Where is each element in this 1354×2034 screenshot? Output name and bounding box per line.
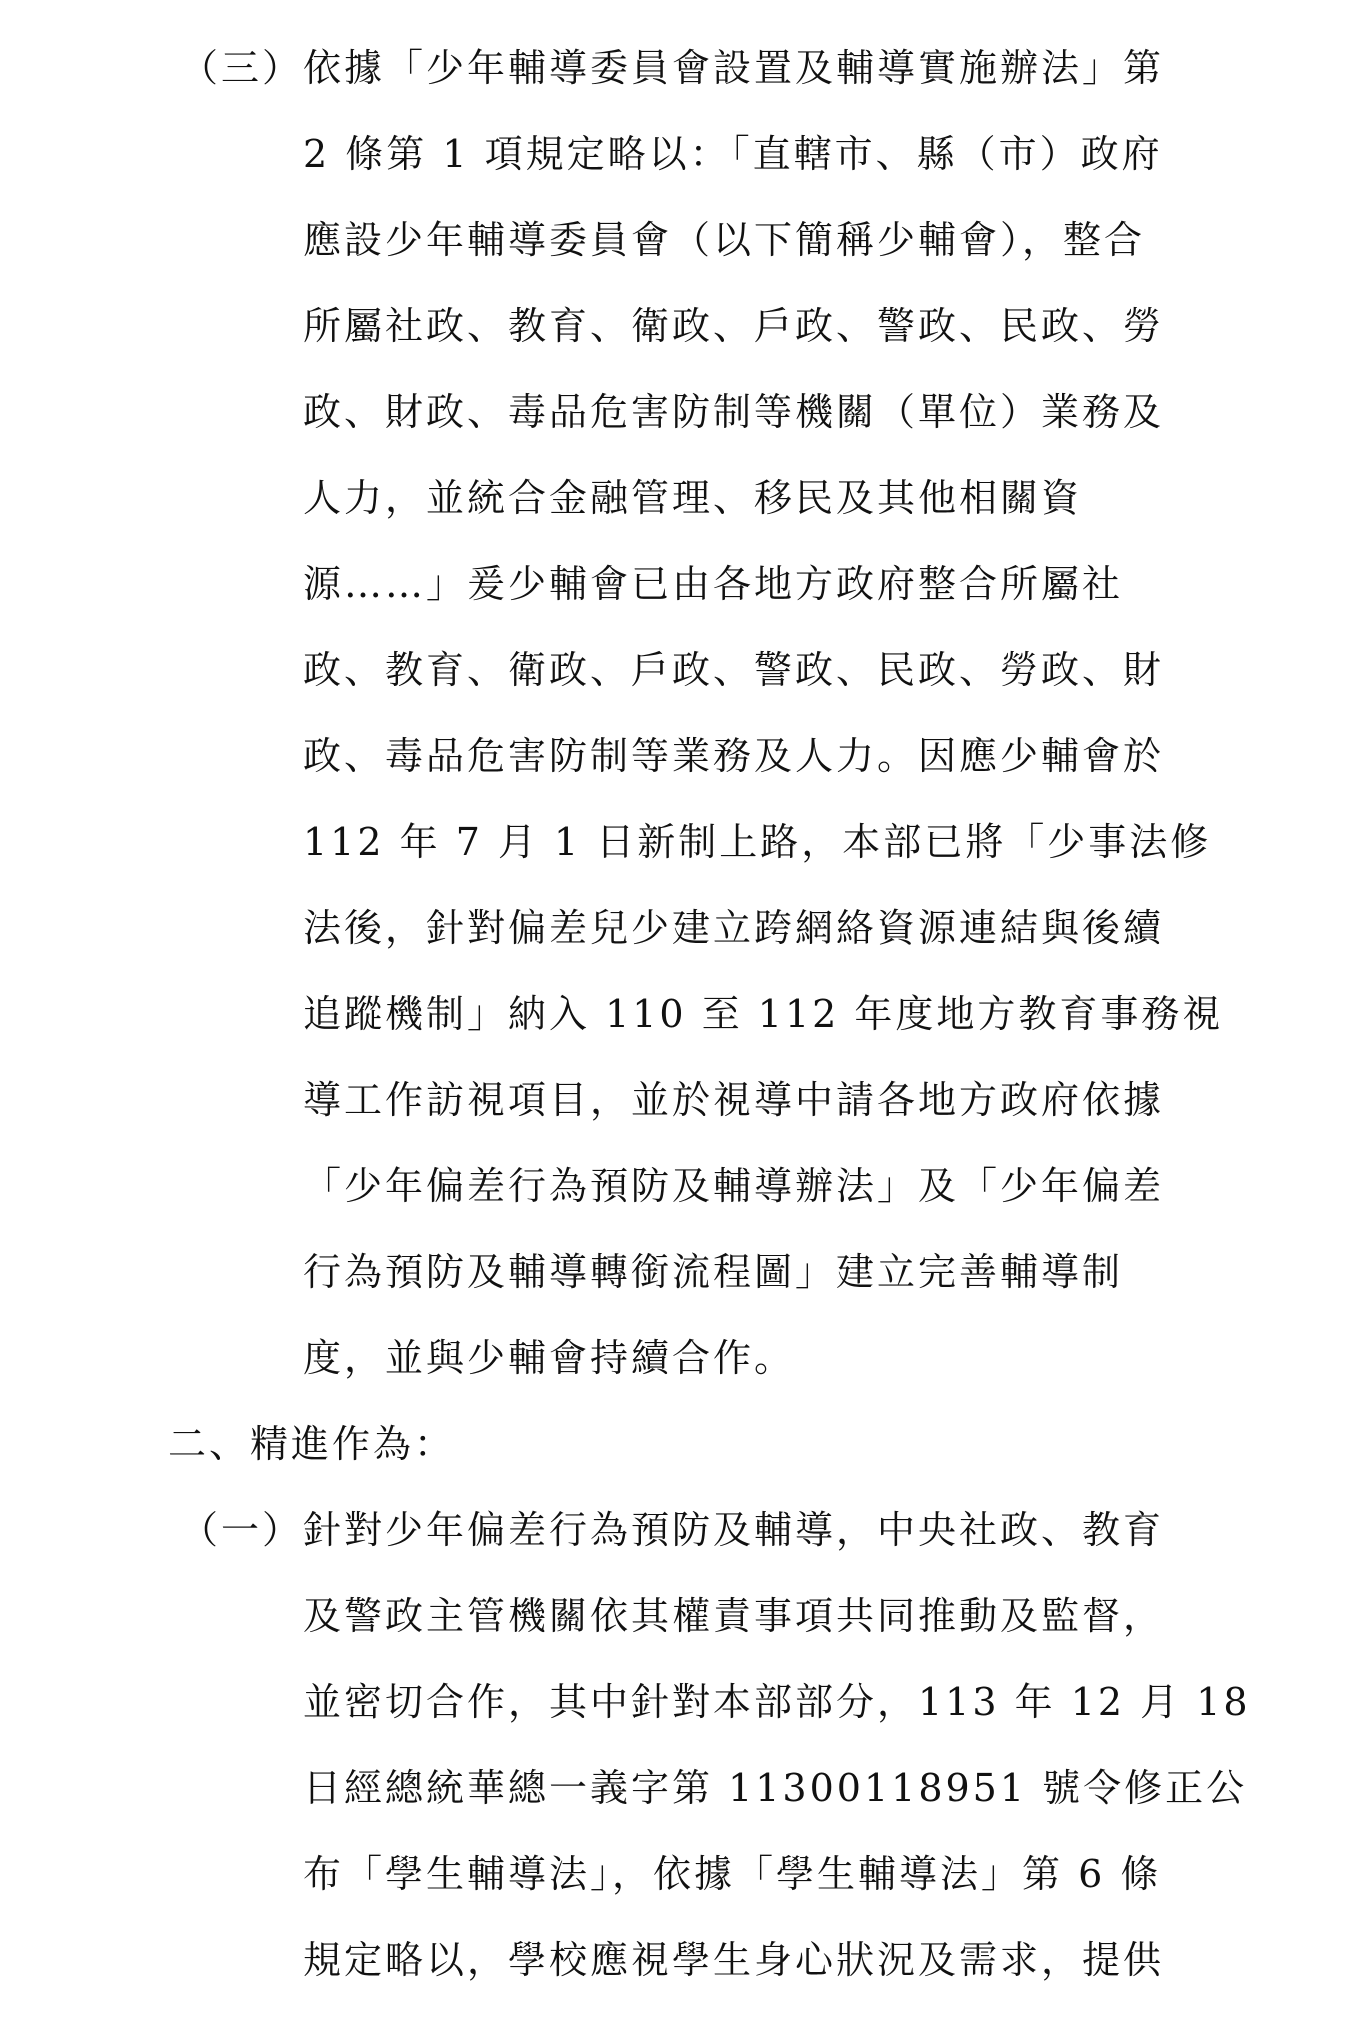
paragraph-line: 度，並與少輔會持續合作。: [303, 1336, 796, 1380]
section-heading: 二、精進作為：: [168, 1422, 456, 1466]
item-marker-one: （一）: [180, 1508, 304, 1552]
paragraph-line: 2 條第 1 項規定略以：「直轄市、縣（市）政府: [303, 132, 1163, 176]
paragraph-line: 追蹤機制」納入 110 至 112 年度地方教育事務視: [303, 992, 1224, 1036]
paragraph-line: 行為預防及輔導轉銜流程圖」建立完善輔導制: [303, 1250, 1124, 1294]
paragraph-line: 針對少年偏差行為預防及輔導，中央社政、教育: [303, 1508, 1165, 1552]
paragraph-line: 規定略以，學校應視學生身心狀況及需求，提供: [303, 1938, 1165, 1982]
paragraph-line: 112 年 7 月 1 日新制上路，本部已將「少事法修: [303, 820, 1212, 864]
paragraph-line: 所屬社政、教育、衛政、戶政、警政、民政、勞: [303, 304, 1165, 348]
paragraph-line: 政、教育、衛政、戶政、警政、民政、勞政、財: [303, 648, 1165, 692]
paragraph-line: 「少年偏差行為預防及輔導辦法」及「少年偏差: [303, 1164, 1165, 1208]
paragraph-line: 法後，針對偏差兒少建立跨網絡資源連結與後續: [303, 906, 1165, 950]
paragraph-line: 源……」爰少輔會已由各地方政府整合所屬社: [303, 562, 1124, 606]
paragraph-line: 日經總統華總一義字第 11300118951 號令修正公: [303, 1766, 1248, 1810]
paragraph-line: 並密切合作，其中針對本部部分，113 年 12 月 18: [303, 1680, 1251, 1724]
paragraph-line: 應設少年輔導委員會（以下簡稱少輔會），整合: [303, 218, 1146, 262]
paragraph-line: 導工作訪視項目，並於視導中請各地方政府依據: [303, 1078, 1165, 1122]
paragraph-line: 政、毒品危害防制等業務及人力。因應少輔會於: [303, 734, 1165, 778]
paragraph-line: 及警政主管機關依其權責事項共同推動及監督，: [303, 1594, 1165, 1638]
item-marker-three: （三）: [180, 46, 304, 90]
paragraph-line: 人力，並統合金融管理、移民及其他相關資: [303, 476, 1083, 520]
paragraph-line: 依據「少年輔導委員會設置及輔導實施辦法」第: [303, 46, 1165, 90]
paragraph-line: 布「學生輔導法」，依據「學生輔導法」第 6 條: [303, 1852, 1162, 1896]
paragraph-line: 政、財政、毒品危害防制等機關（單位）業務及: [303, 390, 1165, 434]
